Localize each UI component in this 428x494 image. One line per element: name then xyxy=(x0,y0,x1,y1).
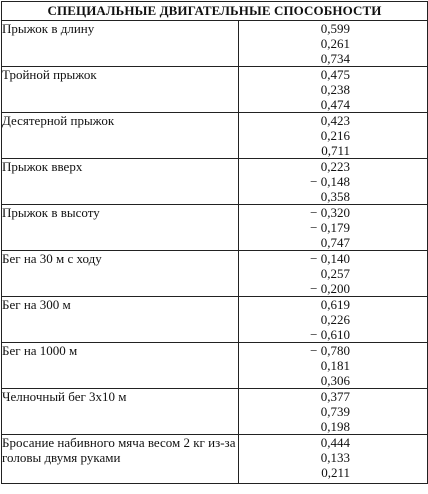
table-title: СПЕЦИАЛЬНЫЕ ДВИГАТЕЛЬНЫЕ СПОСОБНОСТИ xyxy=(2,2,428,21)
header-row xyxy=(2,2,428,21)
value: − 0,200 xyxy=(310,281,350,296)
table-row xyxy=(2,21,428,67)
value: 0,619 xyxy=(320,297,350,312)
values-cell xyxy=(239,251,428,297)
exercise-name: Прыжок в длину xyxy=(2,21,95,36)
values-cell xyxy=(239,343,428,389)
table-row xyxy=(2,113,428,159)
value: 0,711 xyxy=(321,143,350,158)
exercise-name: Челночный бег 3х10 м xyxy=(2,389,127,404)
exercise-name-cell xyxy=(2,67,239,113)
value: 0,306 xyxy=(320,373,350,388)
exercise-name-cell xyxy=(2,297,239,343)
exercise-name-cell xyxy=(2,389,239,435)
value: 0,198 xyxy=(320,419,350,434)
values-cell xyxy=(239,205,428,251)
value: 0,377 xyxy=(320,389,350,404)
value: 0,216 xyxy=(320,128,350,143)
value: 0,734 xyxy=(320,51,350,66)
value: − 0,140 xyxy=(310,251,350,266)
values-cell xyxy=(239,21,428,67)
abilities-table xyxy=(1,1,428,484)
value: 0,444 xyxy=(320,435,350,450)
exercise-name-cell xyxy=(2,205,239,251)
table-row xyxy=(2,251,428,297)
value: 0,747 xyxy=(320,235,350,250)
value: − 0,320 xyxy=(310,205,350,220)
table-row xyxy=(2,343,428,389)
exercise-name: Десятерной прыжок xyxy=(2,113,115,128)
value: 0,358 xyxy=(320,189,350,204)
exercise-name: Прыжок в высоту xyxy=(2,205,100,220)
exercise-name: Бросание набивного мяча весом 2 кг из-за головы двумя руками xyxy=(2,435,236,465)
table-row xyxy=(2,205,428,251)
table-row xyxy=(2,389,428,435)
value: 0,423 xyxy=(320,113,350,128)
value: − 0,610 xyxy=(310,327,350,342)
value: 0,238 xyxy=(320,82,350,97)
exercise-name: Бег на 300 м xyxy=(2,297,71,312)
table-row xyxy=(2,435,428,484)
value: 0,257 xyxy=(320,266,350,281)
exercise-name-cell xyxy=(2,251,239,297)
table-row xyxy=(2,297,428,343)
exercise-name-cell xyxy=(2,343,239,389)
value: 0,223 xyxy=(320,159,350,174)
exercise-name-cell xyxy=(2,159,239,205)
table-row xyxy=(2,159,428,205)
value: 0,181 xyxy=(320,358,350,373)
values-cell xyxy=(239,297,428,343)
exercise-name-cell xyxy=(2,113,239,159)
exercise-name: Тройной прыжок xyxy=(2,67,97,82)
value: 0,261 xyxy=(320,36,350,51)
value: 0,474 xyxy=(320,97,350,112)
values-cell xyxy=(239,389,428,435)
values-cell xyxy=(239,159,428,205)
exercise-name: Прыжок вверх xyxy=(2,159,83,174)
values-cell xyxy=(239,113,428,159)
value: 0,133 xyxy=(320,450,350,465)
exercise-name: Бег на 30 м с ходу xyxy=(2,251,102,266)
values-cell xyxy=(239,67,428,113)
value: 0,226 xyxy=(320,312,350,327)
value: − 0,148 xyxy=(310,174,350,189)
exercise-name-cell xyxy=(2,435,239,484)
value: 0,211 xyxy=(321,465,350,480)
value: 0,475 xyxy=(320,67,350,82)
table-row xyxy=(2,67,428,113)
exercise-name: Бег на 1000 м xyxy=(2,343,78,358)
exercise-name-cell xyxy=(2,21,239,67)
value: − 0,179 xyxy=(310,220,350,235)
value: − 0,780 xyxy=(310,343,350,358)
values-cell xyxy=(239,435,428,484)
value: 0,739 xyxy=(320,404,350,419)
value: 0,599 xyxy=(320,21,350,36)
